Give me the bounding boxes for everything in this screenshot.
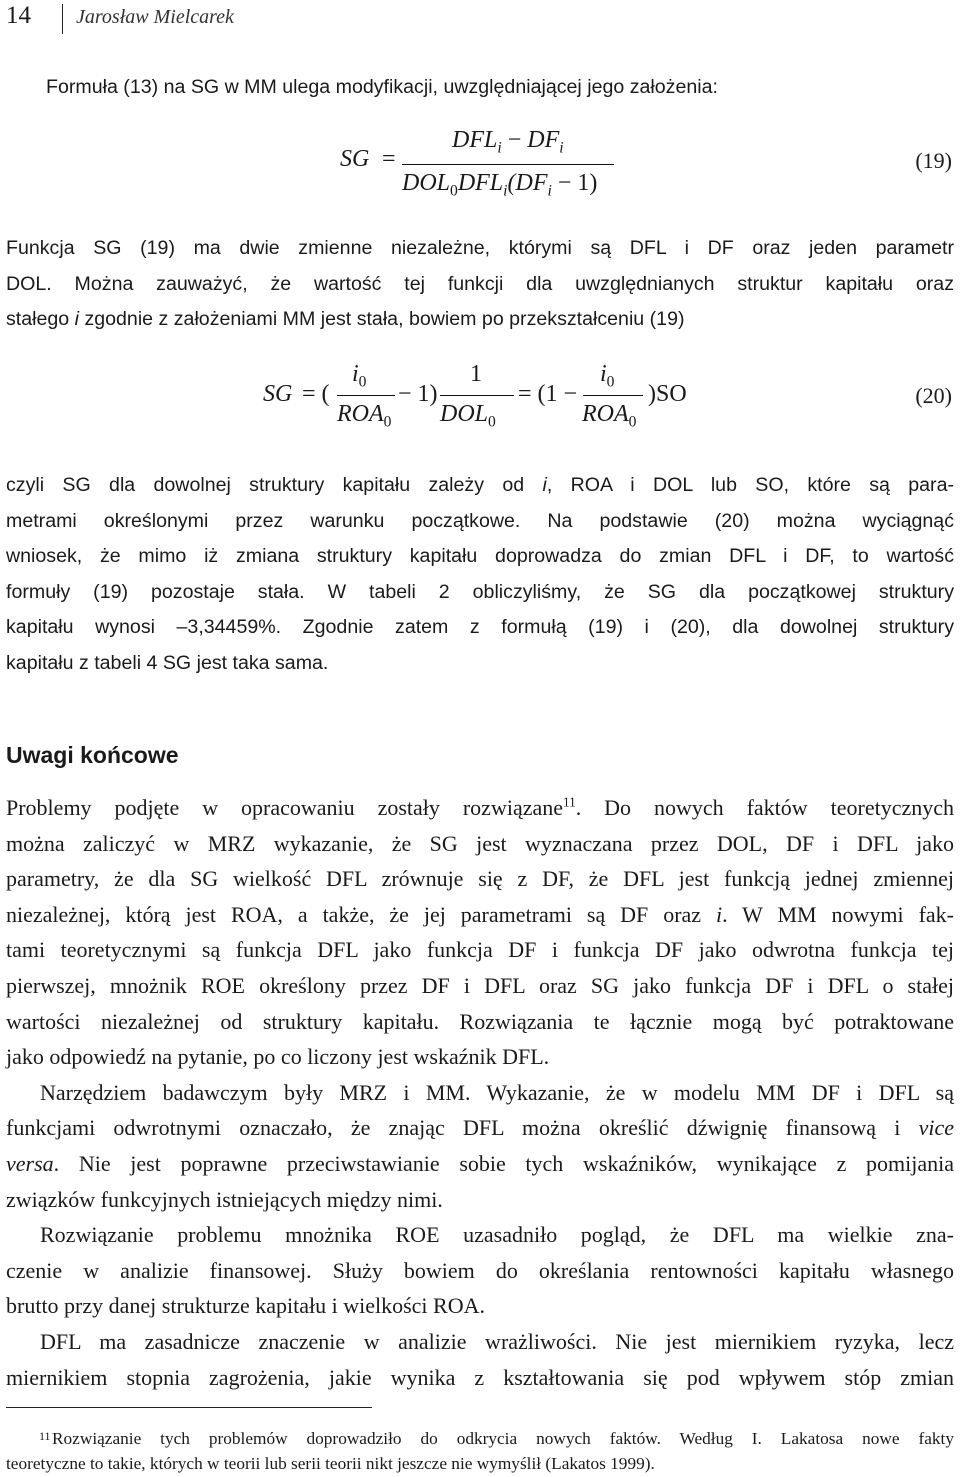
paragraph-2 [6,231,954,338]
eq20-frac2-bar [440,395,514,396]
eq20-equals-open: = ( [302,381,330,407]
paragraph-intro: Formuła (13) na SG w MM ulega modyfikacji, uwzględniającej jego założenia: [46,76,718,98]
para4-line-3: parametry, że dla SG wielkość DFL zrównuje się z DF, że DFL jest funkcją jednej zmiennej [6,866,954,892]
para4-line-7: wartości niezależnej od struktury kapitału. Rozwiązania te łącznie mogą być potraktowane [6,1008,954,1034]
para3-line-1: czyli SG dla dowolnej struktury kapitału zależy od i, ROA i DOL lub SO, które są para- [6,474,955,496]
para2-line-3: stałego i zgodnie z założeniami MM jest stała, bowiem po przekształceniu (19) [6,308,685,331]
eq20-equals-one-minus: = (1 − [518,381,578,407]
eq20-frac1-bar [337,395,395,396]
para4-line-8: jako odpowiedź na pytanie, po co liczony jest wskaźnik DFL. [6,1044,550,1070]
footnote-ref: 11 [563,794,576,810]
eq20-frac2-numerator: 1 [470,361,482,387]
eq20-frac1-denominator: $ROA_0$ [337,401,392,431]
eq19-fraction-bar [402,164,614,165]
para5-line-4: związków funkcyjnych istniejących między nimi. [6,1186,443,1212]
header-divider [62,4,63,34]
para7-line-2: miernikiem stopnia zagrożenia, jakie wynika z kształtowania się pod wpływem stóp zmian [6,1364,954,1390]
footnote-number: 11 [39,1429,51,1443]
page-header [0,0,960,36]
eq19-lhs: SG [340,146,370,172]
eq20-frac3-bar [583,395,643,396]
para3-line-3: wniosek, że mimo iż zmiana struktury kapitału doprowadza do zmian DFL i DF, to wartość [6,545,954,568]
eq20-tail: )SO [648,381,687,407]
para5-line-3: versa. Nie jest poprawne przeciwstawianie sobie tych wskaźników, wynikające z pomijania [6,1150,954,1176]
para5-line-1: Narzędziem badawczym były MRZ i MM. Wykazanie, że w modelu MM DF i DFL są [40,1079,954,1105]
para4-line-5: tami teoretycznymi są funkcja DFL jako funkcja DF i funkcja DF jako odwrotna funkcja tej [6,937,954,963]
body-text [6,790,954,1395]
para6-line-3: brutto przy danej strukturze kapitału i wielkości ROA. [6,1293,485,1319]
footnote-line-2: teoretyczne to takie, których w teorii lub serii teorii nikt jeszcze nie wymyślił (Lakatos 1999). [6,1454,655,1473]
eq20-lhs: SG [263,381,293,407]
eq19-denominator: $DOL_0DFL_i(DF_i - 1)$ [402,170,598,200]
eq20-number: (20) [915,383,952,408]
footnote-line-1: Rozwiązanie tych problemów doprowadziło do odkrycia nowych faktów. Według I. Lakatosa nowe fakty [52,1429,954,1448]
section-heading: Uwagi końcowe [6,742,179,768]
para6-line-2: czenie w analizie finansowej. Służy bowiem do określania rentowności kapitału własnego [6,1257,954,1283]
para4-line-2: można zaliczyć w MRZ wykazanie, że SG jest wyznaczana przez DOL, DF i DFL jako [6,830,954,856]
eq19-equals: = [382,146,396,172]
para3-line-5: kapitału wynosi –3,34459%. Zgodnie zatem z formułą (19) i (20), dla dowolnej struktury [6,616,954,639]
para3-line-2: metrami określonymi przez warunku początkowe. Na podstawie (20) można wyciągnąć [6,509,954,532]
para3-line-6: kapitału z tabeli 4 SG jest taka sama. [6,651,329,674]
para4-line-4: niezależnej, którą jest ROA, a także, że jej parametrami są DF oraz i. W MM nowymi fak- [6,901,954,927]
para4-line-1: Problemy podjęte w opracowaniu zostały rozwiązane$^{11}$. Do nowych faktów teoretycznych [6,794,954,820]
para5-line-2: funkcjami odwrotnymi oznaczało, że znając DFL można określić dźwignię finansową i vice [6,1115,954,1141]
eq20-frac3-numerator: $i_0$ [600,361,615,391]
para2-line-2: DOL. Można zauważyć, że wartość tej funkcji dla uwzględnianych struktur kapitału oraz [6,272,954,295]
eq20-frac2-denominator: $DOL_0$ [440,401,496,431]
page-number: 14 [6,2,31,29]
paragraph-3 [6,468,954,682]
eq20-minus-one: − 1) [398,381,438,407]
footnote-divider [6,1407,372,1408]
running-author: Jarosław Mielcarek [76,6,234,28]
eq20-frac3-denominator: $ROA_0$ [582,401,637,431]
para3-line-4: formuły (19) pozostaje stała. W tabeli 2 obliczyliśmy, że SG dla początkowej struktury [6,580,954,603]
para6-line-1: Rozwiązanie problemu mnożnika ROE uzasadniło pogląd, że DFL ma wielkie zna- [40,1222,954,1248]
eq20-frac1-numerator: $i_0$ [352,361,367,391]
para4-line-6: pierwszej, mnożnik ROE określony przez DF i DFL oraz SG jako funkcja DF i DFL o stałej [6,972,954,998]
eq19-numerator: $DFL_i - DF_i$ [452,127,564,157]
footnote [6,1426,954,1476]
eq19-number: (19) [915,148,952,173]
para7-line-1: DFL ma zasadnicze znaczenie w analizie wrażliwości. Nie jest miernikiem ryzyka, lecz [40,1328,954,1354]
para2-line-1: Funkcja SG (19) ma dwie zmienne niezależne, którymi są DFL i DF oraz jeden parametr [6,237,954,259]
